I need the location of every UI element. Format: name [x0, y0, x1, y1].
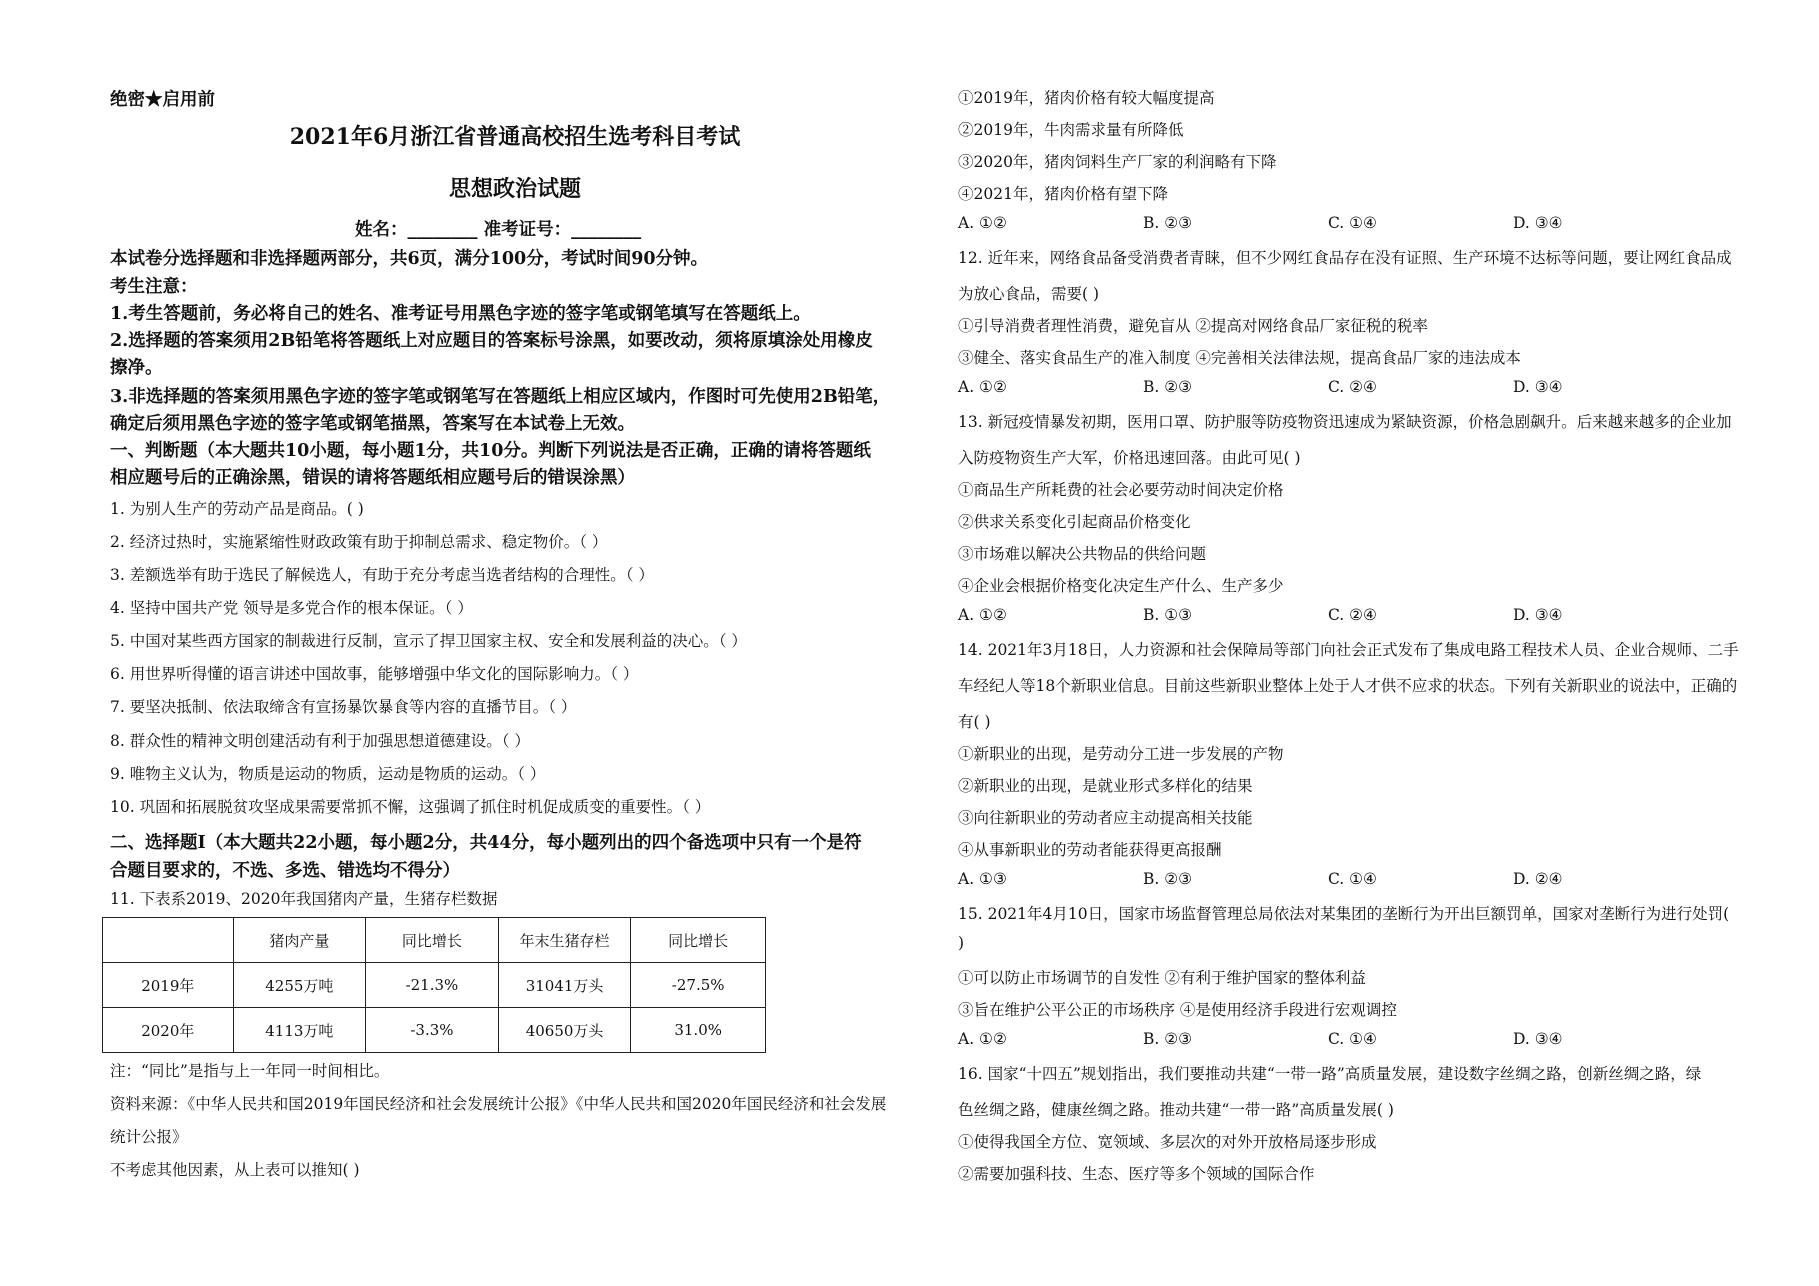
q12-choice-b: B. ②③ [1143, 378, 1193, 396]
q13-stem-b: 入防疫物资生产大军，价格迅速回落。由此可见( ) [958, 449, 1301, 467]
q14-choice-a: A. ①③ [958, 870, 1007, 888]
judge-item-4: 4. 坚持中国共产党 领导是多党合作的根本保证。（ ） [110, 599, 473, 617]
q15-choice-d: D. ③④ [1513, 1030, 1563, 1048]
q11-choice-c: C. ①④ [1328, 214, 1377, 232]
judge-item-2: 2. 经济过热时，实施紧缩性财政政策有助于抑制总需求、稳定物价。（ ） [110, 533, 608, 551]
q16-stem-b: 色丝绸之路，健康丝绸之路。推动共建“一带一路”高质量发展( ) [958, 1101, 1394, 1119]
notice-2b: 擦净。 [110, 358, 163, 378]
q13-option-4: ④企业会根据价格变化决定生产什么、生产多少 [958, 577, 1284, 595]
q14-option-2: ②新职业的出现，是就业形式多样化的结果 [958, 777, 1253, 795]
section2-heading-b: 合题目要求的，不选、多选、错选均不得分） [110, 861, 460, 881]
q13-choice-d: D. ③④ [1513, 606, 1563, 624]
q14-stem-b: 车经纪人等18个新职业信息。目前这些新职业整体上处于人才供不应求的状态。下列有关新职业的说法中，正确的 [958, 677, 1738, 695]
q12-choice-a: A. ①② [958, 378, 1007, 396]
table-cell: -3.3% [366, 1008, 499, 1053]
q12-choice-c: C. ②④ [1328, 378, 1377, 396]
q14-option-4: ④从事新职业的劳动者能获得更高报酬 [958, 841, 1222, 859]
q15-choice-b: B. ②③ [1143, 1030, 1193, 1048]
table-cell: 31.0% [631, 1008, 766, 1053]
q15-choice-c: C. ①④ [1328, 1030, 1377, 1048]
pork-data-table [102, 917, 766, 1053]
table-header-cell: 猪肉产量 [233, 918, 366, 963]
section1-heading-b: 相应题号后的正确涂黑，错误的请将答题纸相应题号后的错误涂黑） [110, 468, 635, 488]
table-cell: 2020年 [103, 1008, 234, 1053]
q14-stem-a: 14. 2021年3月18日，人力资源和社会保障局等部门向社会正式发布了集成电路工程技术人员、企业合规师、二手 [958, 641, 1739, 659]
q11-option-2: ②2019年，牛肉需求量有所降低 [958, 121, 1184, 139]
table-header-cell: 年末生猪存栏 [498, 918, 631, 963]
table-cell: 2019年 [103, 963, 234, 1008]
q11-ask: 不考虑其他因素，从上表可以推知( ) [110, 1161, 360, 1179]
q12-stem-a: 12. 近年来，网络食品备受消费者青睐，但不少网红食品存在没有证照、生产环境不达标等问题，要让网红食品成 [958, 249, 1732, 267]
table-cell: -27.5% [631, 963, 766, 1008]
q13-option-1: ①商品生产所耗费的社会必要劳动时间决定价格 [958, 481, 1284, 499]
table-note: 注：“同比”是指与上一年同一时间相比。 [110, 1062, 390, 1080]
q13-choice-c: C. ②④ [1328, 606, 1377, 624]
notice-3a: 3.非选择题的答案须用黑色字迹的签字笔或钢笔写在答题纸上相应区域内，作图时可先使用2B铅笔， [110, 387, 891, 407]
intro-text: 本试卷分选择题和非选择题两部分，共6页，满分100分，考试时间90分钟。 [110, 249, 709, 269]
q14-choice-c: C. ①④ [1328, 870, 1377, 888]
q15-choice-a: A. ①② [958, 1030, 1007, 1048]
table-header-cell: 同比增长 [366, 918, 499, 963]
table-header-row [103, 918, 766, 963]
q13-choice-a: A. ①② [958, 606, 1007, 624]
q15-stem-b: ) [958, 934, 965, 952]
name-line: 姓名：________ 准考证号：________ [355, 220, 642, 240]
q15-option-row-2: ③旨在维护公平公正的市场秩序 ④是使用经济手段进行宏观调控 [958, 1001, 1397, 1019]
table-cell: 40650万头 [498, 1008, 631, 1053]
source-line-b: 统计公报》 [110, 1128, 188, 1146]
q11-option-1: ①2019年，猪肉价格有较大幅度提高 [958, 89, 1215, 107]
q14-choice-d: D. ②④ [1513, 870, 1563, 888]
q12-stem-b: 为放心食品，需要( ) [958, 285, 1100, 303]
q11-choice-a: A. ①② [958, 214, 1007, 232]
notice-1: 1.考生答题前，务必将自己的姓名、准考证号用黑色字迹的签字笔或钢笔填写在答题纸上。 [110, 304, 811, 324]
table-cell: 31041万头 [498, 963, 631, 1008]
q16-stem-a: 16. 国家“十四五”规划指出，我们要推动共建“一带一路”高质量发展，建设数字丝绸之路，创新丝绸之路，绿 [958, 1065, 1702, 1083]
q12-option-row-1: ①引导消费者理性消费，避免盲从 ②提高对网络食品厂家征税的税率 [958, 317, 1428, 335]
q13-option-2: ②供求关系变化引起商品价格变化 [958, 513, 1191, 531]
q12-option-row-2: ③健全、落实食品生产的准入制度 ④完善相关法律法规，提高食品厂家的违法成本 [958, 349, 1521, 367]
judge-item-9: 9. 唯物主义认为，物质是运动的物质，运动是物质的运动。（ ） [110, 765, 546, 783]
source-line-a: 资料来源：《中华人民共和国2019年国民经济和社会发展统计公报》《中华人民共和国2020年国民经济和社会发展 [110, 1095, 887, 1113]
judge-item-5: 5. 中国对某些西方国家的制裁进行反制，宣示了捍卫国家主权、安全和发展利益的决心。（ ） [110, 632, 747, 650]
q16-option-2: ②需要加强科技、生态、医疗等多个领域的国际合作 [958, 1165, 1315, 1183]
judge-item-8: 8. 群众性的精神文明创建活动有利于加强思想道德建设。（ ） [110, 732, 530, 750]
table-cell: 4113万吨 [233, 1008, 366, 1053]
table-cell: 4255万吨 [233, 963, 366, 1008]
table-row [103, 963, 766, 1008]
q11-option-4: ④2021年，猪肉价格有望下降 [958, 185, 1168, 203]
table-row [103, 1008, 766, 1053]
notice-2a: 2.选择题的答案须用2B铅笔将答题纸上对应题目的答案标号涂黑，如要改动，须将原填涂处用橡皮 [110, 331, 873, 351]
q11-choice-d: D. ③④ [1513, 214, 1563, 232]
notice-heading: 考生注意： [110, 277, 198, 297]
section2-heading-a: 二、选择题Ⅰ（本大题共22小题，每小题2分，共44分，每小题列出的四个备选项中只有一个是符 [110, 833, 862, 853]
q13-stem-a: 13. 新冠疫情暴发初期，医用口罩、防护服等防疫物资迅速成为紧缺资源，价格急剧飙升。后来越来越多的企业加 [958, 413, 1732, 431]
judge-item-10: 10. 巩固和拓展脱贫攻坚成果需要常抓不懈，这强调了抓住时机促成质变的重要性。（ ） [110, 798, 711, 816]
judge-item-7: 7. 要坚决抵制、依法取缔含有宣扬暴饮暴食等内容的直播节目。（ ） [110, 698, 577, 716]
q15-stem-a: 15. 2021年4月10日，国家市场监督管理总局依法对某集团的垄断行为开出巨额罚单，国家对垄断行为进行处罚( [958, 905, 1730, 923]
q14-stem-c: 有( ) [958, 713, 991, 731]
q14-option-3: ③向往新职业的劳动者应主动提高相关技能 [958, 809, 1253, 827]
table-cell: -21.3% [366, 963, 499, 1008]
notice-3b: 确定后须用黑色字迹的签字笔或钢笔描黑，答案写在本试卷上无效。 [110, 414, 635, 434]
q11-choice-b: B. ②③ [1143, 214, 1193, 232]
exam-subtitle: 思想政治试题 [448, 176, 581, 202]
judge-item-1: 1. 为别人生产的劳动产品是商品。( ) [110, 500, 364, 518]
q11-option-3: ③2020年，猪肉饲料生产厂家的利润略有下降 [958, 153, 1277, 171]
q13-option-3: ③市场难以解决公共物品的供给问题 [958, 545, 1207, 563]
q16-option-1: ①使得我国全方位、宽领域、多层次的对外开放格局逐步形成 [958, 1133, 1377, 1151]
q14-option-1: ①新职业的出现，是劳动分工进一步发展的产物 [958, 745, 1284, 763]
table-header-cell: 同比增长 [631, 918, 766, 963]
judge-item-3: 3. 差额选举有助于选民了解候选人，有助于充分考虑当选者结构的合理性。（ ） [110, 566, 654, 584]
q13-choice-b: B. ①③ [1143, 606, 1193, 624]
q15-option-row-1: ①可以防止市场调节的自发性 ②有利于维护国家的整体利益 [958, 969, 1366, 987]
q14-choice-b: B. ②③ [1143, 870, 1193, 888]
secret-label: 绝密★启用前 [110, 90, 215, 110]
exam-title: 2021年6月浙江省普通高校招生选考科目考试 [289, 124, 741, 150]
q11-stem: 11. 下表系2019、2020年我国猪肉产量，生猪存栏数据 [110, 890, 498, 908]
section1-heading-a: 一、判断题（本大题共10小题，每小题1分，共10分。判断下列说法是否正确，正确的请将答题纸 [110, 441, 871, 461]
table-header-cell [103, 918, 234, 963]
judge-item-6: 6. 用世界听得懂的语言讲述中国故事，能够增强中华文化的国际影响力。（ ） [110, 665, 639, 683]
q12-choice-d: D. ③④ [1513, 378, 1563, 396]
